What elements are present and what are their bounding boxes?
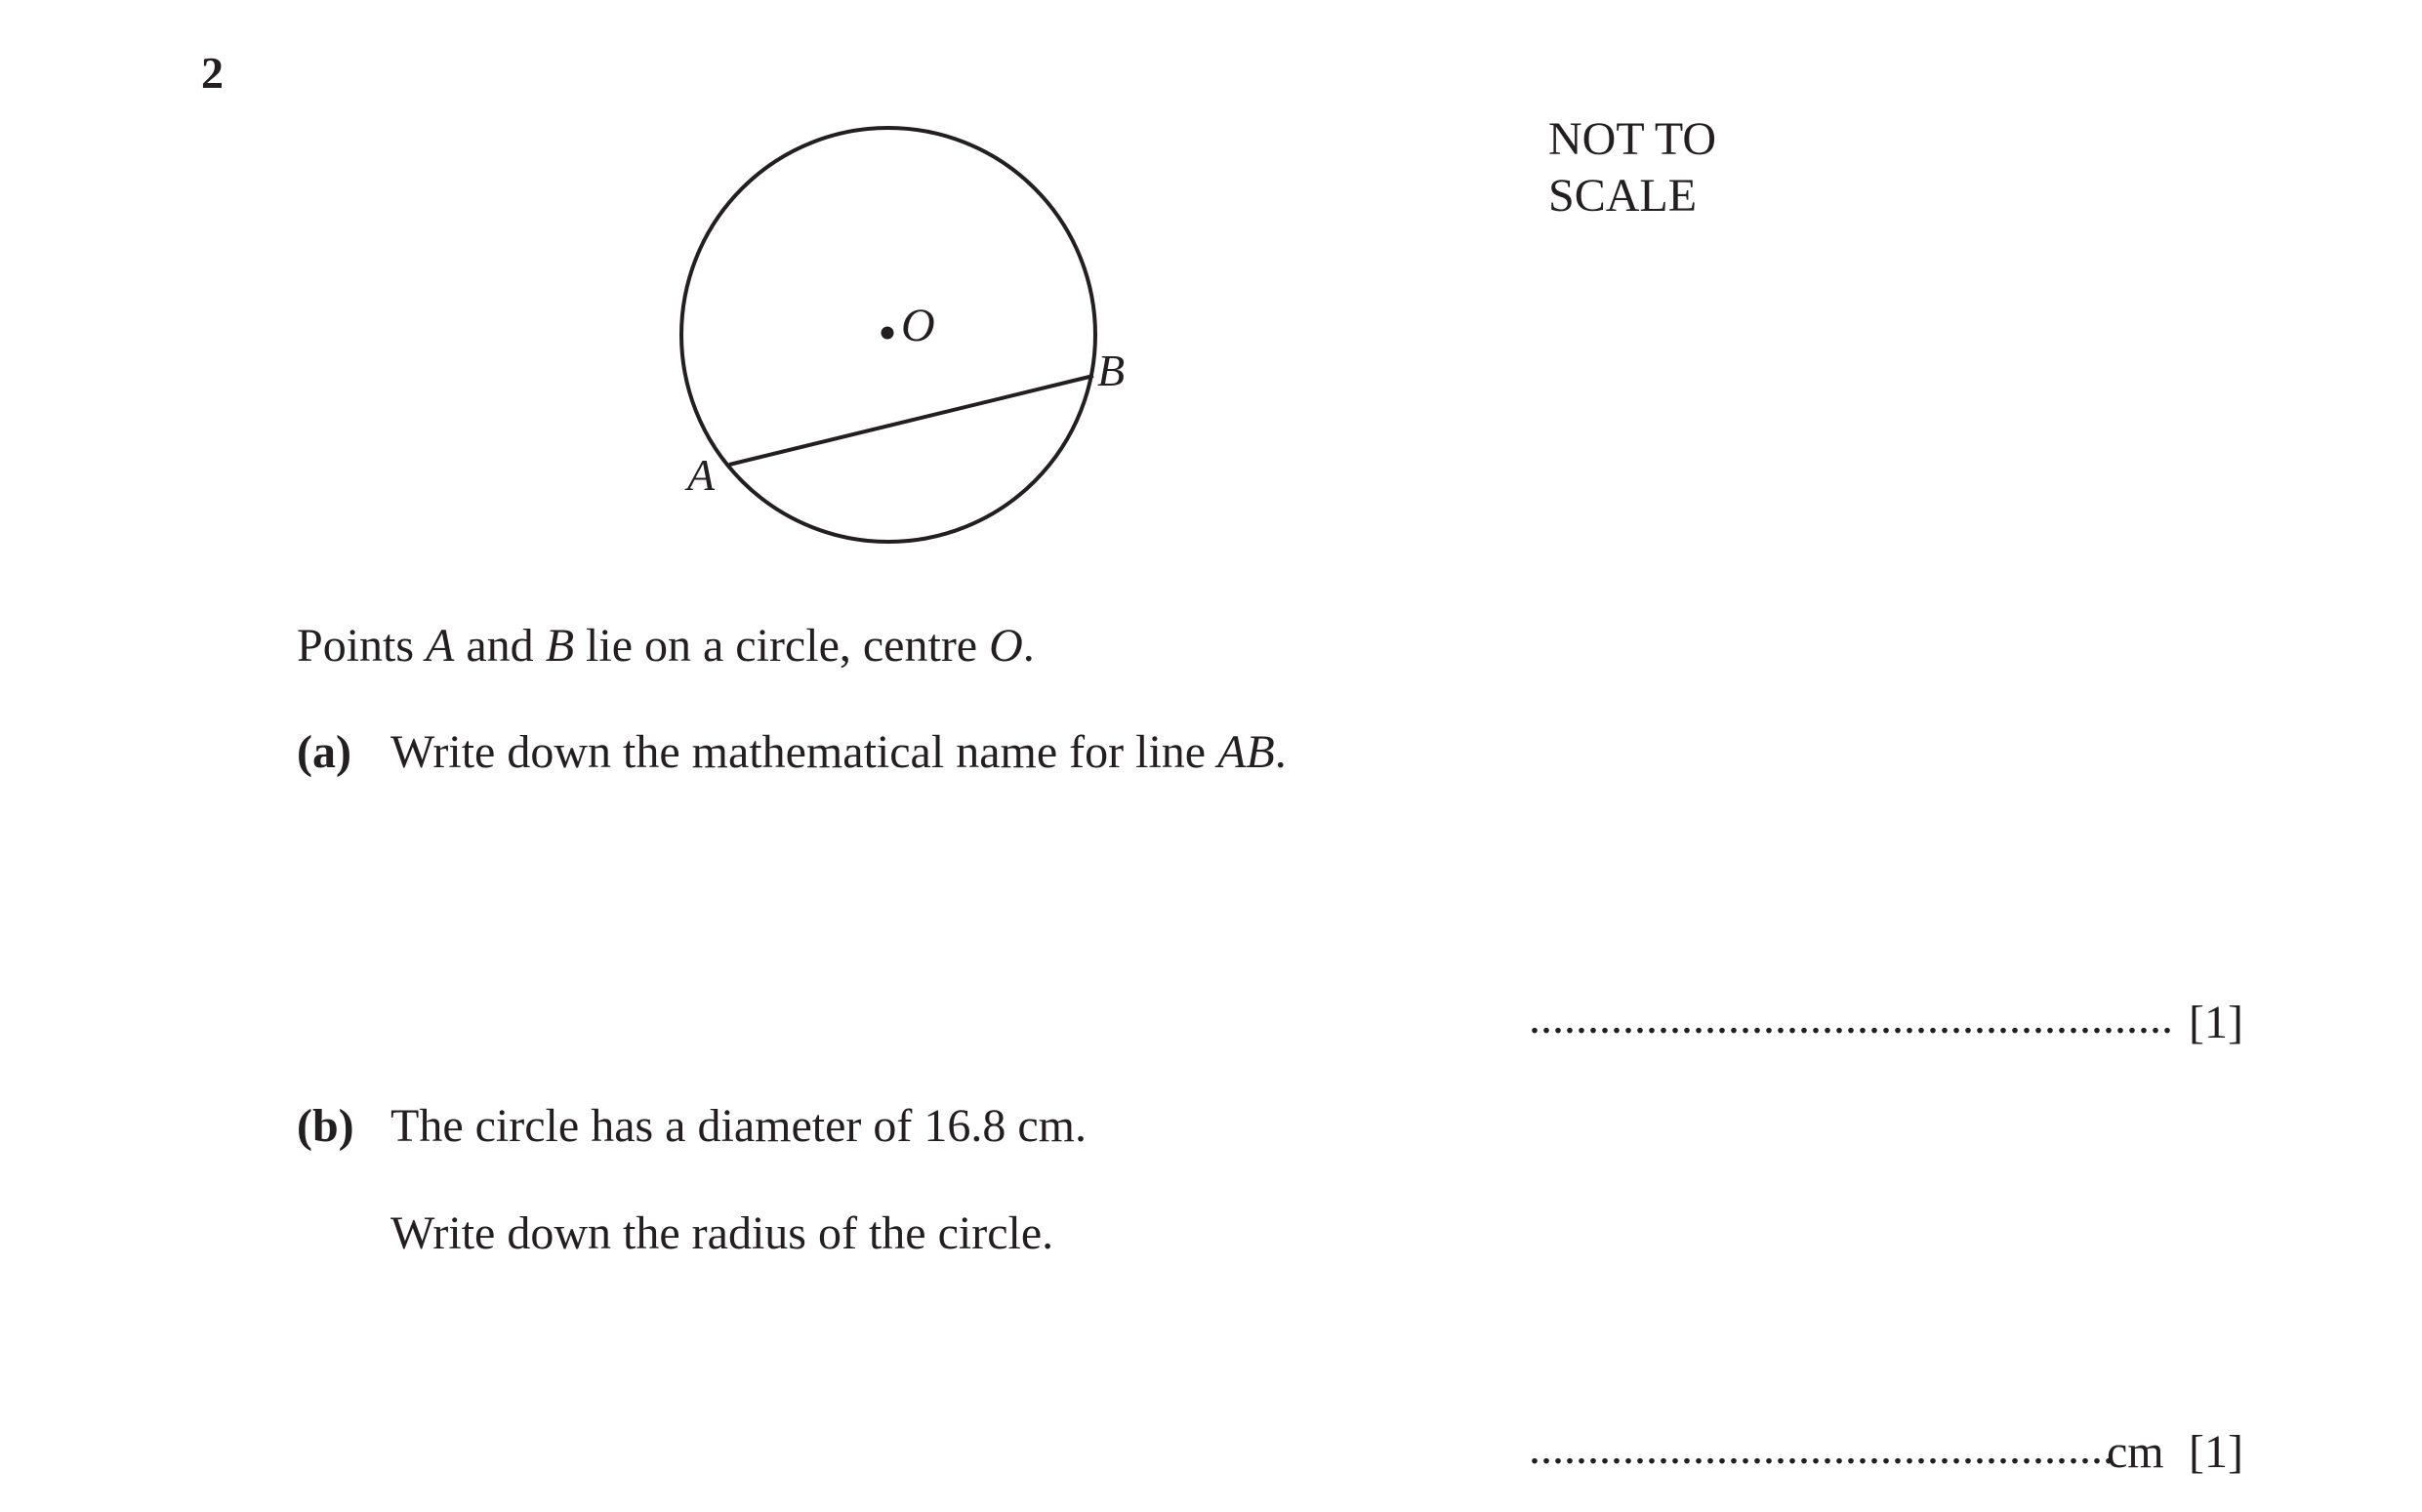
chord-ab [729, 376, 1093, 465]
label-o: O [901, 300, 935, 351]
part-b-unit: cm [2107, 1426, 2164, 1478]
intro-text-2: and [454, 620, 546, 672]
intro-text-4: . [1022, 620, 1035, 672]
intro-var-a: A [426, 620, 455, 672]
part-a-label: (a) [297, 726, 351, 778]
part-b-answer-line[interactable]: .................................................. [1529, 1422, 2114, 1474]
part-a-end: . [1274, 726, 1287, 778]
not-to-scale-line-2: SCALE [1548, 170, 1698, 222]
question-intro [297, 619, 1035, 673]
part-b-question: The circle has a diameter of 16.8 cm. [390, 1100, 1088, 1152]
not-to-scale-line-1: NOT TO [1548, 113, 1717, 165]
part-b-marks: [1] [2189, 1426, 2243, 1478]
part-a-answer-line[interactable]: ....................................................... [1529, 992, 2173, 1043]
centre-point [882, 327, 894, 340]
intro-text-3: lie on a circle, centre [574, 620, 990, 672]
part-b-instruction: Write down the radius of the circle. [390, 1207, 1054, 1259]
part-b-label: (b) [297, 1100, 354, 1152]
question-number: 2 [201, 48, 224, 98]
intro-var-b: B [545, 620, 575, 672]
label-a: A [687, 450, 716, 500]
label-b: B [1097, 346, 1126, 395]
part-a-var: AB [1217, 726, 1275, 778]
intro-text-1: Points [297, 620, 427, 672]
part-a-question [390, 725, 1287, 779]
part-a-marks: [1] [2189, 997, 2243, 1048]
intro-var-o: O [989, 620, 1023, 672]
part-a-text: Write down the mathematical name for line [390, 726, 1218, 778]
